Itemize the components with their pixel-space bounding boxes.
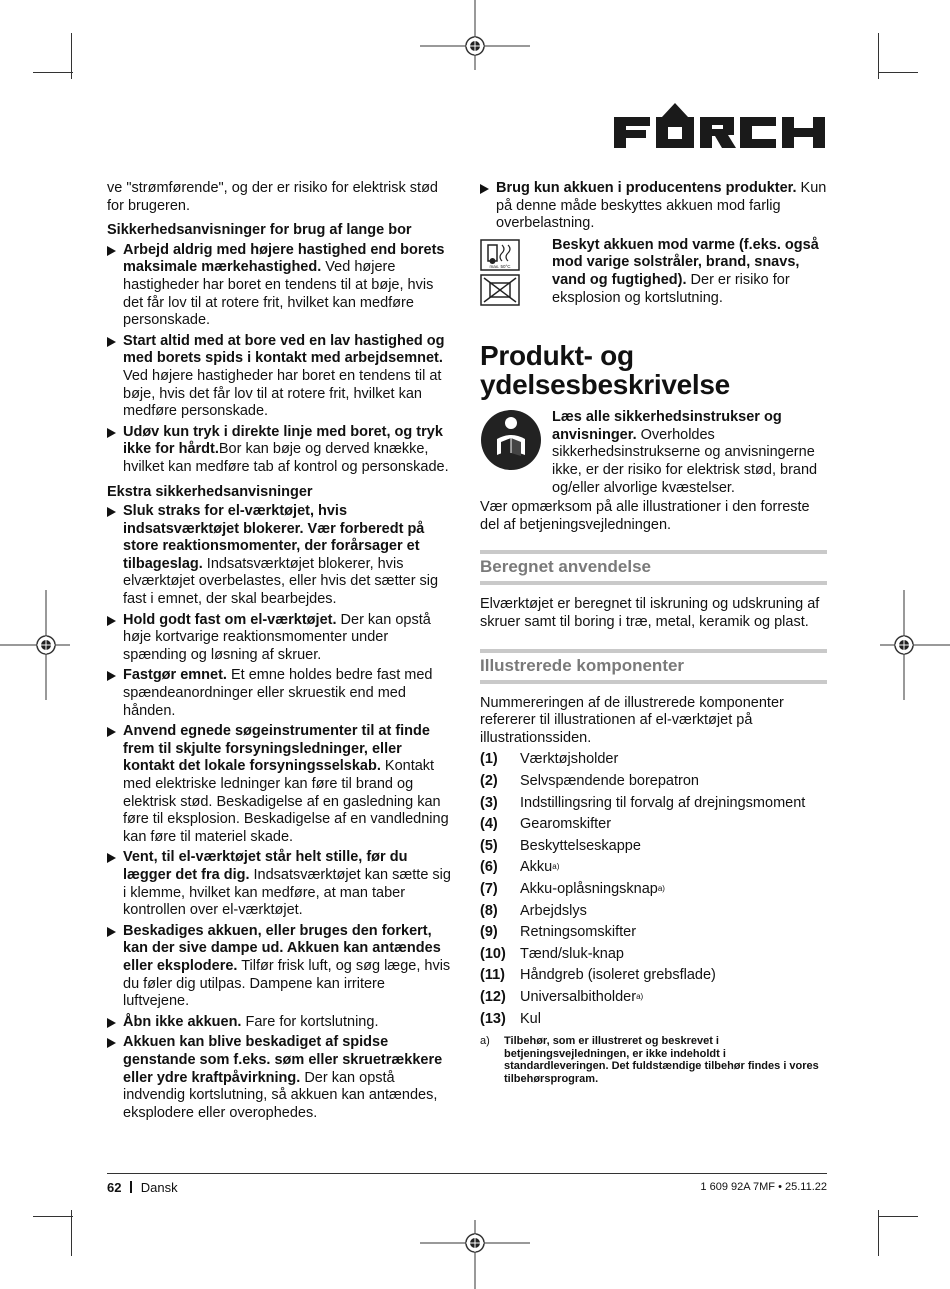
- list-item: Åbn ikke akkuen. Fare for kortslutning.: [107, 1014, 453, 1032]
- component-number: (1): [480, 751, 498, 768]
- crop-mark: [33, 72, 73, 73]
- component-number: (3): [480, 794, 498, 811]
- forch-logo: [612, 103, 827, 149]
- component-row: [480, 989, 805, 1011]
- component-label-cell: [520, 838, 805, 860]
- component-row: [480, 967, 805, 989]
- footer-left: [107, 1180, 178, 1195]
- intro-text: ve "strømførende", og der er risiko for elektrisk stød for brugeren.: [107, 180, 438, 214]
- registration-mark-left: [0, 590, 70, 700]
- component-label: Håndgreb (isoleret grebsflade): [520, 967, 716, 984]
- component-row: [480, 903, 805, 925]
- component-label-cell: [520, 816, 805, 838]
- footnote: a) Tilbehør, som er illustreret og beskrevet i betjeningsvejledningen, er ikke indeholdt i standardleveringen. Det fuldstændige tilbehør findes i vores tilbehørsprogram.: [480, 1035, 819, 1085]
- component-label-cell: [520, 795, 805, 817]
- component-label: Arbejdslys: [520, 902, 587, 919]
- component-row: [480, 881, 805, 903]
- component-footnote-ref: a): [657, 884, 665, 894]
- component-number: (12): [480, 989, 506, 1005]
- crop-mark: [878, 1216, 918, 1217]
- component-row: [480, 816, 805, 838]
- component-number: (8): [480, 902, 498, 919]
- component-row: [480, 795, 805, 817]
- read-manual-warning: Læs alle sikkerhedsinstrukser og anvisninger. Overholdes sikkerhedsinstrukserne og anvisningerne ikke, er der risiko for elektrisk stød, brand og/eller alvorlige kvæstelser.: [480, 409, 827, 497]
- bullet-triangle-icon: [107, 671, 116, 681]
- list-item: Arbejd aldrig med højere hastighed end borets maksimale mærkehastighed. Ved højere hastigheder har boret en tendens til at bøje, hvis det får lov til at rotere frit, hvilket kan medføre personskade.: [107, 242, 453, 330]
- component-row: [480, 924, 805, 946]
- component-label: Beskyttelseskappe: [520, 837, 641, 854]
- bullet-triangle-icon: [107, 727, 116, 737]
- component-row: [480, 838, 805, 860]
- component-label-cell: [520, 751, 805, 773]
- component-footnote-ref: a): [552, 862, 560, 872]
- component-label: Selvspændende borepatron: [520, 773, 699, 790]
- component-number: (5): [480, 837, 498, 854]
- bullet-triangle-icon: [107, 616, 116, 626]
- component-label: Indstillingsring til forvalg af drejningsmoment: [520, 794, 806, 811]
- component-number: (11): [480, 967, 505, 984]
- bullet-triangle-icon: [107, 507, 116, 517]
- components-intro: Nummereringen af de illustrerede komponenter refererer til illustrationen af el-værktøjet på illustrationssiden.: [480, 694, 784, 746]
- list-item: Sluk straks for el-værktøjet, hvis indsatsværktøjet blokerer. Vær forberedt på store reaktionsmomenter, der forårsager et tilbageslag. Indsatsværktøjet blokerer, hvis elværktøjet overbelastes, eller hvis det sætter sig fast i emnet, der skal bearbejdes.: [107, 503, 453, 609]
- heading-long-bits: Sikkerhedsanvisninger for brug af lange bor: [107, 222, 412, 239]
- component-row: [480, 859, 805, 881]
- list-item: Udøv kun tryk i direkte linje med boret, og tryk ikke for hårdt.Bor kan bøje og derved knække, hvilket kan medføre tab af kontrol og personskade.: [107, 424, 453, 477]
- component-number: (2): [480, 773, 498, 790]
- component-number: (7): [480, 881, 498, 898]
- component-row: [480, 1011, 805, 1033]
- component-label-cell: [520, 924, 805, 946]
- component-number: (13): [480, 1010, 506, 1027]
- bullet-triangle-icon: [107, 853, 116, 863]
- list-item: Brug kun akkuen i producentens produkter. Kun på denne måde beskyttes akkuen mod farlig overbelastning.: [480, 180, 827, 233]
- bullet-triangle-icon: [480, 184, 489, 194]
- component-number: (10): [480, 945, 506, 962]
- list-item: Hold godt fast om el-værktøjet. Der kan opstå høje kortvarige reaktionsmomenter under spænding og løsning af skruer.: [107, 612, 453, 665]
- registration-mark-bottom: [420, 1220, 530, 1289]
- component-label: Gearomskifter: [520, 816, 612, 833]
- component-label: Kul: [520, 1010, 541, 1027]
- bullet-triangle-icon: [107, 1038, 116, 1048]
- registration-mark-top: [420, 0, 530, 70]
- document-code: 1 609 92A 7MF • 25.11.22: [700, 1181, 827, 1193]
- heat-icon-label: max. 50°C: [489, 263, 511, 269]
- component-label-cell: [520, 859, 805, 881]
- footer-separator: [130, 1181, 132, 1193]
- bullet-triangle-icon: [107, 1018, 116, 1028]
- intended-use-text: Elværktøjet er beregnet til iskruning og udskruning af skruer samt til boring i træ, metal, keramik og plast.: [480, 595, 820, 630]
- heading-extra: Ekstra sikkerhedsanvisninger: [107, 483, 313, 500]
- component-row: [480, 946, 805, 968]
- crop-mark: [878, 72, 918, 73]
- component-label-cell: [520, 773, 805, 795]
- list-item: Akkuen kan blive beskadiget af spidse genstande som f.eks. søm eller skruetrækkere eller ydre kraftpåvirkning. Der kan opstå indvendig kortslutning, så akkuen kan antændes, eksplodere eller overophedes.: [107, 1034, 453, 1122]
- component-label: Tænd/sluk-knap: [520, 945, 624, 962]
- components-list: [480, 751, 805, 1032]
- list-item: Start altid med at bore ved en lav hastighed og med borets spids i kontakt med arbejdsemnet. Ved højere hastigheder har boret en tendens til at bøje, hvis det får lov til at rotere frit, hvilket kan medføre personskade.: [107, 333, 453, 421]
- component-label-cell: [520, 881, 805, 903]
- section-heading-intended: Beregnet anvendelse: [480, 550, 827, 585]
- page-title: Produkt- og ydelsesbeskrivelse: [480, 340, 730, 401]
- read-manual-icon: [480, 409, 542, 471]
- list-item: Anvend egnede søgeinstrumenter til at finde frem til skjulte forsyningsledninger, eller kontakt det lokale forsyningsselskab. Kontakt med elektriske ledninger kan føre til brand og elektrisk stød. Beskadigelse af en gasledning kan føre til eksplosion. Beskadigelse af en vandledning kan føre til materiel skade.: [107, 723, 453, 846]
- component-number: (9): [480, 924, 498, 941]
- component-row: [480, 751, 805, 773]
- illustrations-note: Vær opmærksom på alle illustrationer i den forreste del af betjeningsvejledningen.: [480, 499, 810, 533]
- battery-heat-icon: [480, 239, 520, 307]
- component-label-cell: [520, 989, 805, 1011]
- page-number: 62: [107, 1180, 122, 1195]
- footer: [107, 1173, 827, 1195]
- component-label: Værktøjsholder: [520, 751, 619, 768]
- list-item: Beskadiges akkuen, eller bruges den forkert, kan der sive dampe ud. Akkuen kan antændes eller eksplodere. Tilfør frisk luft, og søg læge, hvis du føler dig utilpas. Dampene kan irritere luftvejene.: [107, 923, 453, 1011]
- component-label-cell: [520, 967, 805, 989]
- component-label-cell: [520, 1011, 805, 1033]
- list-item: Vent, til el-værktøjet står helt stille, før du lægger det fra dig. Indsatsværktøjet kan sætte sig i klemme, hvilket kan medføre, at man taber kontrollen over el-værktøjet.: [107, 849, 453, 919]
- footer-language: Dansk: [140, 1180, 178, 1195]
- component-number: (6): [480, 859, 498, 876]
- list-item: Fastgør emnet. Et emne holdes bedre fast med spændeanordninger eller skruestik end med hånden.: [107, 667, 453, 720]
- left-column: [107, 180, 453, 1125]
- component-label: Akku-oplåsningsknap: [520, 881, 658, 898]
- component-label: Akku: [520, 859, 553, 876]
- bullet-triangle-icon: [107, 337, 116, 347]
- right-column: [480, 180, 827, 1085]
- bullet-triangle-icon: [107, 428, 116, 438]
- bullet-triangle-icon: [107, 927, 116, 937]
- component-label-cell: [520, 946, 805, 968]
- component-label-cell: [520, 903, 805, 925]
- component-footnote-ref: a): [636, 992, 644, 1001]
- component-label: Retningsomskifter: [520, 924, 637, 941]
- heat-warning: max. 50°C Beskyt akkuen mod varme (f.eks. også mod varige solstråler, brand, snavs, vand og fugtighed). Der er risiko for eksplosion og kortslutning.: [480, 237, 827, 307]
- component-number: (4): [480, 816, 498, 833]
- crop-mark: [33, 1216, 73, 1217]
- component-label: Universalbitholder: [520, 989, 637, 1005]
- registration-mark-right: [880, 590, 950, 700]
- component-row: [480, 773, 805, 795]
- bullet-triangle-icon: [107, 246, 116, 256]
- section-heading-components: Illustrerede komponenter: [480, 649, 827, 684]
